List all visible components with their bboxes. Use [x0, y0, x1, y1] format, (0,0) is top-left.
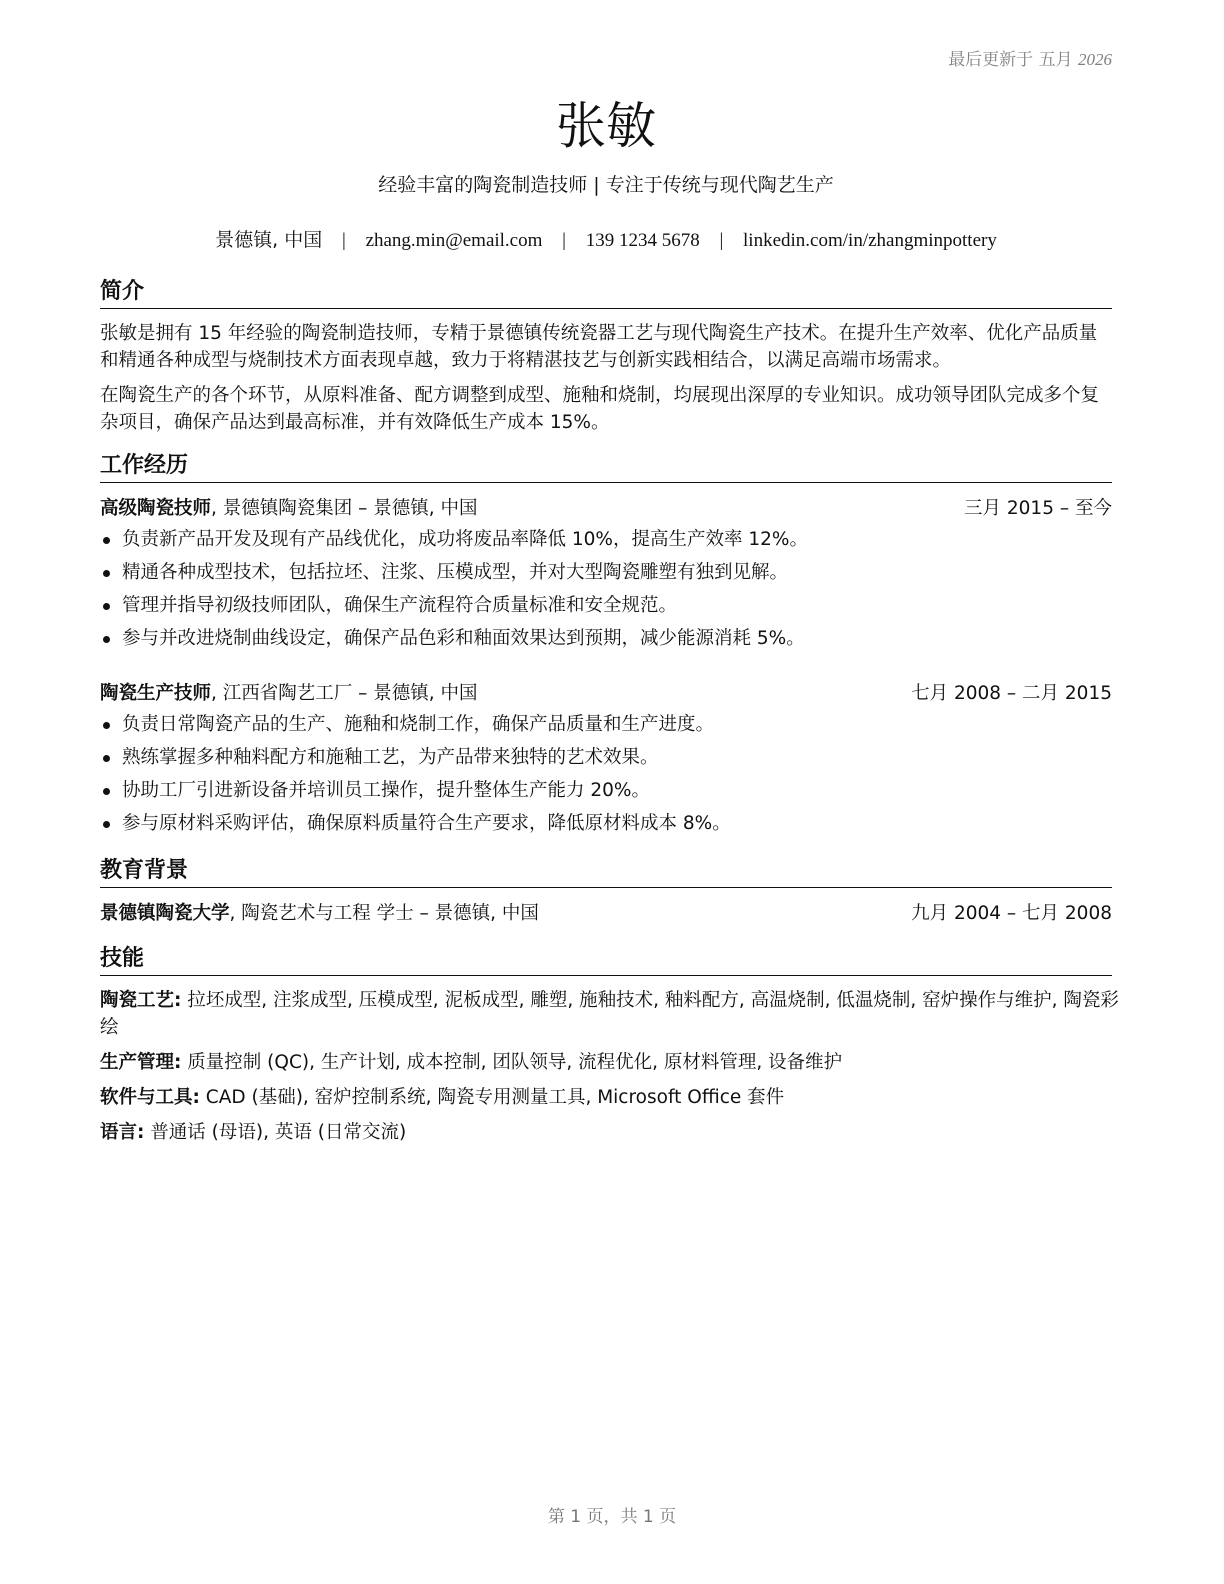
summary-paragraph-2: 在陶瓷生产的各个环节，从原料准备、配方调整到成型、施釉和烧制，均展现出深厚的专业知识。成功领导团队完成多个复杂项目，确保产品达到最高标准，并有效降低生产成本 15%。: [100, 385, 1100, 433]
candidate-name: 张敏: [556, 97, 656, 155]
skill-value: 质量控制 (QC), 生产计划, 成本控制, 团队领导, 流程优化, 原材料管理, 设备维护: [181, 1052, 843, 1073]
skill-label: 语言:: [100, 1122, 145, 1143]
skill-row: [100, 1084, 1120, 1111]
job-bullet: 熟练掌握多种釉料配方和施釉工艺，为产品带来独特的艺术效果。: [100, 741, 1112, 774]
education-dates: 九月 2004 – 七月 2008: [911, 903, 1112, 924]
candidate-tagline: 经验丰富的陶瓷制造技师 | 专注于传统与现代陶艺生产: [378, 174, 834, 196]
last-updated-year: 2026: [1078, 50, 1112, 69]
skill-row: [100, 1119, 1120, 1146]
skill-row: [100, 1049, 1120, 1076]
job-org: , 景德镇陶瓷集团 – 景德镇, 中国: [211, 498, 478, 519]
last-updated: [948, 45, 1112, 70]
contact-location: 景德镇, 中国: [215, 229, 323, 251]
job-bullets: [100, 708, 1112, 840]
job-header: [100, 495, 1112, 522]
section-title-education: 教育背景: [100, 856, 1112, 888]
job-org: , 江西省陶艺工厂 – 景德镇, 中国: [211, 683, 478, 704]
job-dates: 三月 2015 – 至今: [964, 498, 1112, 519]
skill-label: 软件与工具:: [100, 1087, 200, 1108]
summary-paragraph-1: 张敏是拥有 15 年经验的陶瓷制造技师，专精于景德镇传统瓷器工艺与现代陶瓷生产技术。在提升生产效率、优化产品质量和精通各种成型与烧制技术方面表现卓越，致力于将精湛技艺与创新实践相结合，以满足高端市场需求。: [100, 323, 1098, 371]
section-title-experience: 工作经历: [100, 451, 1112, 483]
job-bullet: 参与原材料采购评估，确保原料质量符合生产要求，降低原材料成本 8%。: [100, 807, 1112, 840]
contact-phone: 139 1234 5678: [585, 230, 700, 251]
job-title: 高级陶瓷技师: [100, 498, 212, 519]
job-bullets: [100, 523, 1112, 655]
skill-value: CAD (基础), 窑炉控制系统, 陶瓷专用测量工具, Microsoft Office 套件: [199, 1087, 785, 1108]
education-detail: , 陶瓷艺术与工程 学士 – 景德镇, 中国: [229, 903, 539, 924]
education-entry: [100, 900, 1112, 927]
skill-label: 陶瓷工艺:: [100, 990, 182, 1011]
job-bullet: 管理并指导初级技师团队，确保生产流程符合质量标准和安全规范。: [100, 589, 1112, 622]
resume-page: [100, 0, 1119, 1584]
job-bullet: 协助工厂引进新设备并培训员工操作，提升整体生产能力 20%。: [100, 774, 1112, 807]
skill-row: [100, 987, 1120, 1041]
last-updated-label: 最后更新于 五月: [948, 50, 1073, 70]
job-bullet: 精通各种成型技术，包括拉坯、注浆、压模成型，并对大型陶瓷雕塑有独到见解。: [100, 556, 1112, 589]
contact-separator: |: [719, 230, 724, 251]
contact-separator: |: [342, 230, 346, 251]
education-school: 景德镇陶瓷大学: [100, 903, 230, 924]
contact-email[interactable]: zhang.min@email.com: [365, 230, 543, 251]
section-title-skills: 技能: [100, 944, 1112, 976]
skill-value: 普通话 (母语), 英语 (日常交流): [144, 1122, 407, 1143]
skill-label: 生产管理:: [100, 1052, 182, 1073]
job-bullet: 负责新产品开发及现有产品线优化，成功将废品率降低 10%，提高生产效率 12%。: [100, 523, 1112, 556]
section-title-summary: 简介: [100, 277, 1112, 309]
skill-value: 拉坯成型, 注浆成型, 压模成型, 泥板成型, 雕塑, 施釉技术, 釉料配方, 高温烧制, 低温烧制, 窑炉操作与维护, 陶瓷彩绘: [100, 990, 1119, 1038]
job-title: 陶瓷生产技师: [100, 683, 212, 704]
job-bullet: 参与并改进烧制曲线设定，确保产品色彩和釉面效果达到预期，减少能源消耗 5%。: [100, 622, 1112, 655]
page-footer: 第 1 页，共 1 页: [547, 1507, 677, 1527]
job-dates: 七月 2008 – 二月 2015: [911, 683, 1112, 704]
contact-linkedin[interactable]: linkedin.com/in/zhangminpottery: [743, 230, 997, 251]
contact-line: [100, 225, 1112, 252]
job-header: [100, 680, 1112, 707]
job-bullet: 负责日常陶瓷产品的生产、施釉和烧制工作，确保产品质量和生产进度。: [100, 708, 1112, 741]
contact-separator: |: [562, 230, 566, 251]
